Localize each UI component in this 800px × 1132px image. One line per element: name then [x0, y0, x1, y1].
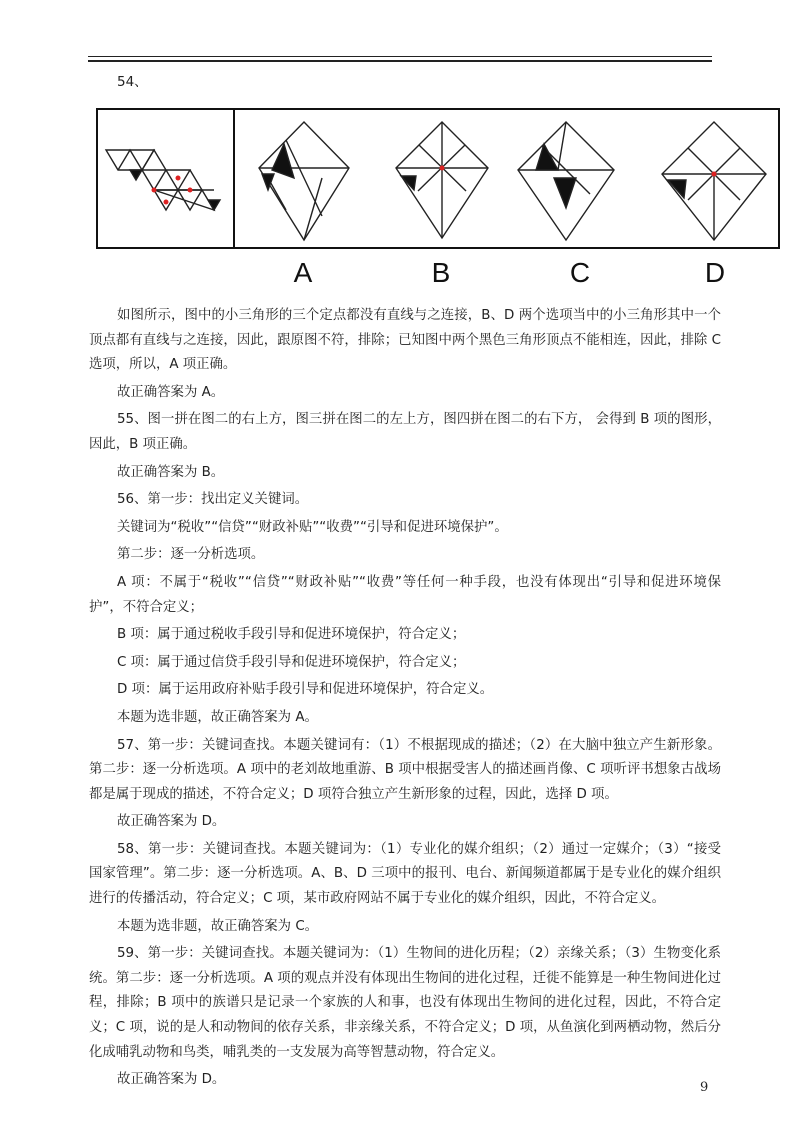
answer-explanations	[89, 304, 721, 1096]
figure-frame	[97, 109, 779, 248]
header-rule-thick	[88, 60, 712, 62]
option-c-figure	[518, 122, 614, 240]
paragraph-56-option-d: D 项：属于运用政府补贴手段引导和促进环境保护，符合定义。	[117, 682, 494, 698]
paragraph-answer-54: 故正确答案为 A。	[117, 384, 225, 400]
option-d-figure	[662, 122, 766, 240]
option-label-b: B	[431, 257, 451, 288]
option-b-figure	[396, 122, 488, 238]
paragraph-answer-56: 本题为选非题，故正确答案为 A。	[117, 709, 318, 725]
paragraph-explanation-59: 59、第一步：关键词查找。本题关键词为：（1）生物间的进化历程；（2）亲缘关系；（3）生物变化系统。第二步：逐一分析选项。A 项的观点并没有体现出生物间的进化过程，迁徙不能算是一种生物间进化过程，排除；B 项中的族谱只是记录一个家族的人和事，也没有体现出生物间的进化过程，因此，不符合定义；C 项，说的是人和动物间的依存关系，非亲缘关系，不符合定义；D 项，从鱼演化到两栖动物，然后分化成哺乳动物和鸟类，哺乳类的一支发展为高等智慧动物，符合定义。	[89, 946, 721, 1060]
option-label-c: C	[569, 257, 591, 288]
paragraph-56-keywords: 关键词为“税收”“信贷”“财政补贴”“收费”“引导和促进环境保护”。	[117, 519, 508, 535]
question-number: 54、	[117, 74, 148, 90]
option-a-figure	[259, 122, 349, 240]
paragraph-56-option-a: A 项：不属于“税收”“信贷”“财政补贴”“收费”等任何一种手段，也没有体现出“引导和促进环境保护”，不符合定义；	[89, 574, 721, 615]
paragraph-answer-55: 故正确答案为 B。	[117, 464, 225, 480]
page-number: 9	[700, 1080, 709, 1095]
paragraph-answer-58: 本题为选非题，故正确答案为 C。	[117, 918, 319, 934]
header-rule-thin	[88, 56, 712, 57]
paragraph-answer-59: 故正确答案为 D。	[117, 1072, 226, 1088]
paragraph-56-step1: 56、第一步：找出定义关键词。	[117, 492, 309, 508]
paragraph-56-step2: 第二步：逐一分析选项。	[117, 547, 265, 563]
paragraph-answer-57: 故正确答案为 D。	[117, 814, 226, 830]
paragraph-explanation-57: 57、第一步：关键词查找。本题关键词有：（1）不根据现成的描述；（2）在大脑中独立产生新形象。第二步：逐一分析选项。A 项中的老刘故地重游、B 项中根据受害人的描述画肖像、C 项听评书想象古战场都是属于现成的描述，不符合定义；D 项符合独立产生新形象的过程，因此，选择 D 项。	[89, 737, 721, 802]
paragraph-56-option-b: B 项：属于通过税收手段引导和促进环境保护，符合定义；	[117, 627, 466, 643]
question-figure	[96, 108, 780, 250]
paragraph-explanation-58: 58、第一步：关键词查找。本题关键词为：（1）专业化的媒介组织；（2）通过一定媒介；（3）“接受国家管理”。第二步：逐一分析选项。A、B、D 三项中的报刊、电台、新闻频道都属于是专业化的媒介组织进行的传播活动，符合定义；C 项，某市政府网站不属于专业化的媒介组织，因此，不符合定义。	[89, 841, 721, 907]
option-label-d: D	[704, 257, 726, 288]
paragraph-explanation-55: 55、图一拼在图二的右上方，图三拼在图二的左上方，图四拼在图二的右下方， 会得到 B 项的图形，因此，B 项正确。	[89, 412, 721, 452]
option-label-a: A	[293, 257, 313, 288]
figure-svg	[96, 108, 780, 250]
original-triangle-net	[106, 150, 220, 210]
paragraph-56-option-c: C 项：属于通过信贷手段引导和促进环境保护，符合定义；	[117, 654, 466, 670]
paragraph-explanation-54: 如图所示，图中的小三角形的三个定点都没有直线与之连接，B、D 两个选项当中的小三角形其中一个顶点都有直线与之连接，因此，跟原图不符，排除；已知图中两个黑色三角形顶点不能相连，因此，排除 C 选项，所以，A 项正确。	[89, 308, 721, 373]
